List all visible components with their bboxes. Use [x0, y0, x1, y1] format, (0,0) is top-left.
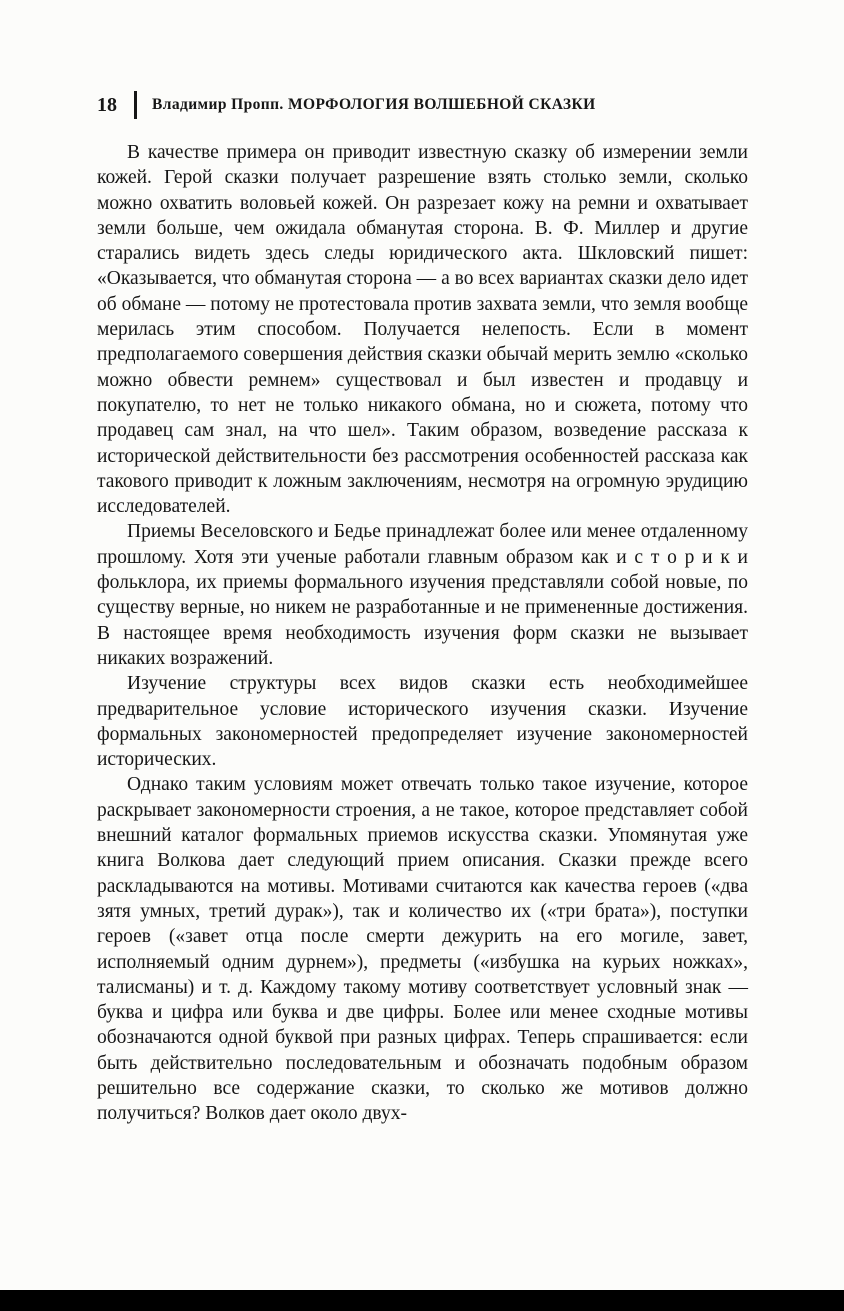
header-divider	[134, 91, 137, 119]
body-paragraph: Приемы Веселовского и Бедье принадлежат более или менее отдаленному прошлому. Хотя эти ученые работали главным образом как и с т о р и к и фольклора, их приемы формального изучения представляли собой новые, по существу верные, но никем не разработанные и не примененные достижения. В настоящее время необходимость изучения форм сказки не вызывает никаких возражений.	[97, 521, 748, 669]
body-paragraph: Однако таким условиям может отвечать только такое изучение, которое раскрывает закономерности строения, а не такое, которое представляет собой внешний каталог формальных приемов искусства сказки. Упомянутая уже книга Волкова дает следующий прием описания. Сказки прежде всего раскладываются на мотивы. Мотивами считаются как качества героев («два зятя умных, третий дурак»), так и количество их («три брата»), поступки героев («завет отца после смерти дежурить на его могиле, завет, исполняемый одним дурнем»), предметы («избушка на курьих ножках», талисманы) и т. д. Каждому такому мотиву соответствует условный знак — буква и цифра или буква и две цифры. Более или менее сходные мотивы обозначаются одной буквой при разных цифрах. Теперь спрашивается: если быть действительно последовательным и обозначать подобным образом решительно все содержание сказки, то сколько же мотивов должно получиться? Волков дает около двух-	[97, 774, 748, 1125]
body-paragraph: Изучение структуры всех видов сказки есть необходимейшее предварительное условие исторического изучения сказки. Изучение формальных закономерностей предопределяет изучение закономерностей исторических.	[97, 673, 748, 771]
bottom-scan-bar	[0, 1290, 844, 1311]
running-title: Владимир Пропп. МОРФОЛОГИЯ ВОЛШЕБНОЙ СКАЗКИ	[152, 96, 596, 114]
body-text	[97, 140, 748, 1127]
page-header	[97, 90, 596, 120]
page-number: 18	[97, 94, 117, 116]
body-paragraph: В качестве примера он приводит известную сказку об измерении земли кожей. Герой сказки получает разрешение взять столько земли, сколько можно охватить воловьей кожей. Он разрезает кожу на ремни и охватывает земли больше, чем ожидала обманутая сторона. В. Ф. Миллер и другие старались видеть здесь следы юридического акта. Шкловский пишет: «Оказывается, что обманутая сторона — а во всех вариантах сказки дело идет об обмане — потому не протестовала против захвата земли, что земля вообще мерилась этим способом. Получается нелепость. Если в момент предполагаемого совершения действия сказки обычай мерить землю «сколько можно обвести ремнем» существовал и был известен и продавцу и покупателю, то нет не только никакого обмана, но и сюжета, потому что продавец сам знал, на что шел». Таким образом, возведение рассказа к исторической действительности без рассмотрения особенностей рассказа как такового приводит к ложным заключениям, несмотря на огромную эрудицию исследователей.	[97, 142, 748, 518]
